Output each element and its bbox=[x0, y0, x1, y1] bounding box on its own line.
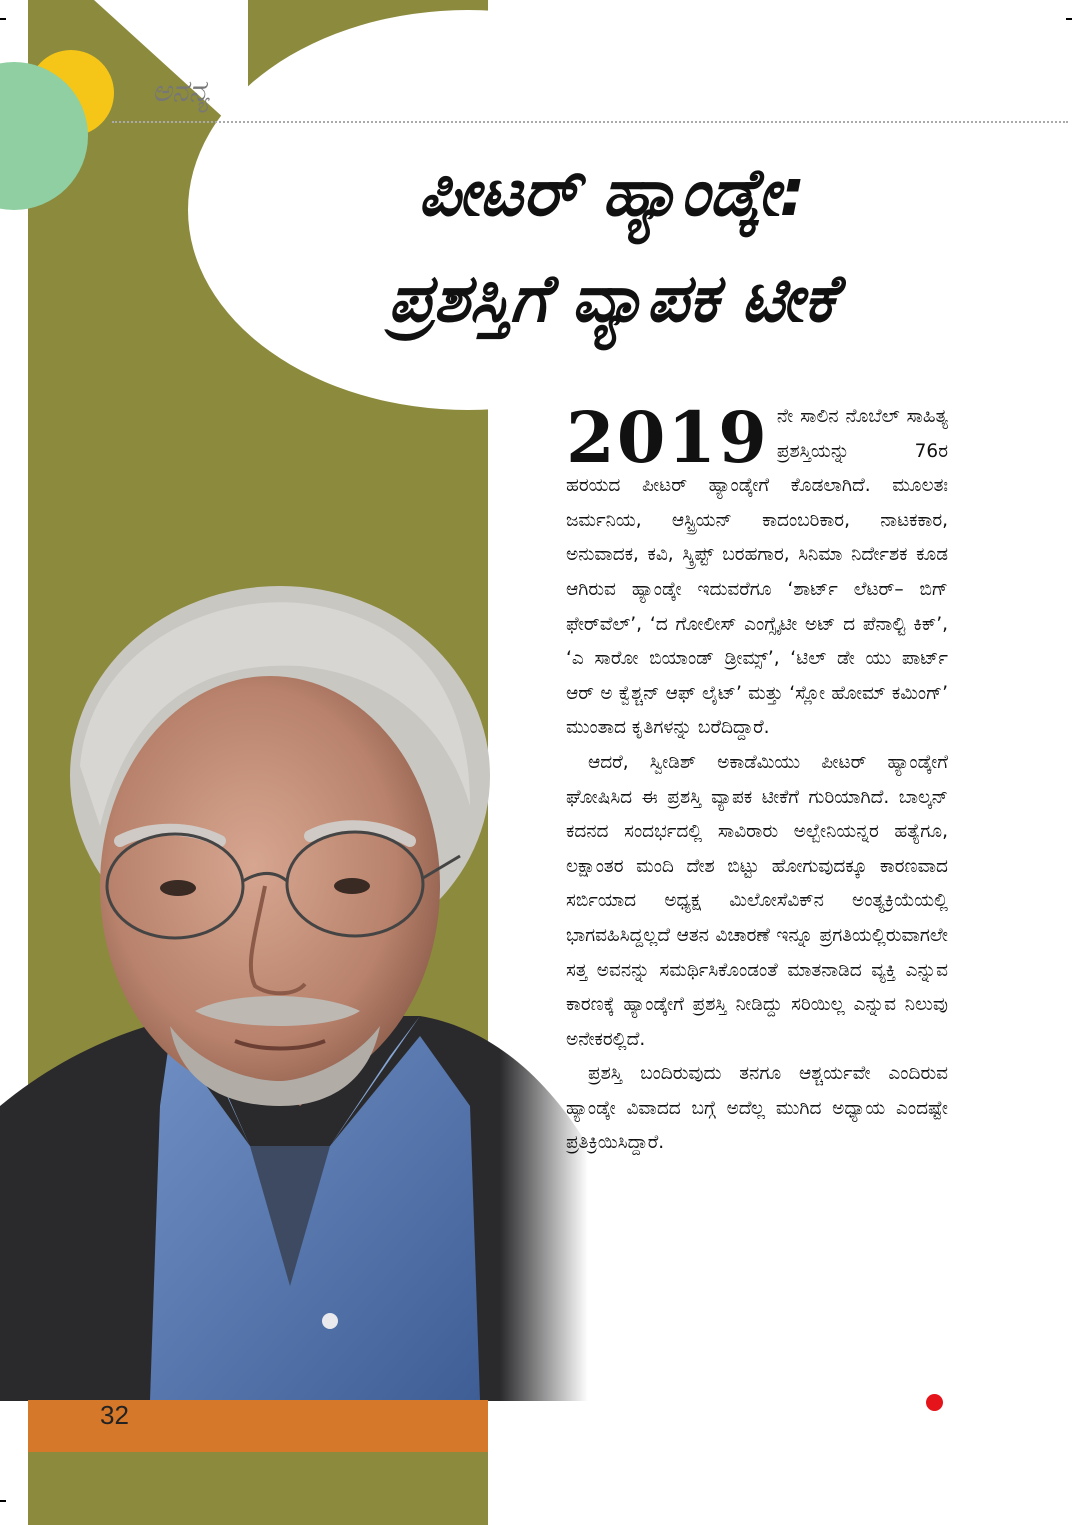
section-label: ಅನನ್ಯ bbox=[152, 74, 210, 109]
end-of-article-dot bbox=[926, 1394, 943, 1411]
portrait-photo bbox=[0, 586, 588, 1401]
crop-mark bbox=[0, 18, 6, 20]
orange-footer-bar bbox=[28, 1400, 488, 1452]
paragraph-3: ಪ್ರಶಸ್ತಿ ಬಂದಿರುವುದು ತನಗೂ ಆಶ್ಚರ್ಯವೇ ಎಂದಿರುವ ಹ್ಯಾಂಡ್ಕೇ ವಿವಾದದ ಬಗ್ಗೆ ಅದೆಲ್ಲ ಮುಗಿದ ಅಧ್ಯಾಯ ಎಂದಷ್ಟೇ ಪ್ರತಿಕ್ರಿಯಿಸಿದ್ದಾರೆ. bbox=[566, 1063, 948, 1154]
article-title bbox=[232, 140, 992, 351]
paragraph-2: ಆದರೆ, ಸ್ವೀಡಿಶ್ ಅಕಾಡೆಮಿಯು ಪೀಟರ್ ಹ್ಯಾಂಡ್ಕೇಗೆ ಘೋಷಿಸಿದ ಈ ಪ್ರಶಸ್ತಿ ವ್ಯಾಪಕ ಟೀಕೆಗೆ ಗುರಿಯಾಗಿದೆ. ಬಾಲ್ಕನ್ ಕದನದ ಸಂದರ್ಭದಲ್ಲಿ ಸಾವಿರಾರು ಅಲ್ಬೇನಿಯನ್ನರ ಹತ್ಯೆಗೂ, ಲಕ್ಷಾಂತರ ಮಂದಿ ದೇಶ ಬಿಟ್ಟು ಹೋಗುವುದಕ್ಕೂ ಕಾರಣವಾದ ಸರ್ಬಿಯಾದ ಅಧ್ಯಕ್ಷ ಮಿಲೋಸೆವಿಕ್‌ನ ಅಂತ್ಯಕ್ರಿಯೆಯಲ್ಲಿ ಭಾಗವಹಿಸಿದ್ದಲ್ಲದೆ ಆತನ ವಿಚಾರಣೆ ಇನ್ನೂ ಪ್ರಗತಿಯಲ್ಲಿರುವಾಗಲೇ ಸತ್ತ ಅವನನ್ನು ಸಮರ್ಥಿಸಿಕೊಂಡಂತೆ ಮಾತನಾಡಿದ ವ್ಯಕ್ತಿ ಎನ್ನುವ ಕಾರಣಕ್ಕೆ ಹ್ಯಾಂಡ್ಕೇಗೆ ಪ್ರಶಸ್ತಿ ನೀಡಿದ್ದು ಸರಿಯಿಲ್ಲ ಎನ್ನುವ ನಿಲುವು ಅನೇಕರಲ್ಲಿದೆ. bbox=[566, 751, 948, 1050]
crop-mark bbox=[0, 1500, 6, 1502]
dropcap-year: 2019 bbox=[566, 396, 769, 479]
dotted-divider bbox=[112, 121, 1068, 123]
page-number: 32 bbox=[100, 1400, 129, 1430]
crop-mark bbox=[1066, 18, 1072, 20]
paragraph-1 bbox=[566, 396, 948, 746]
title-line-2: ಪ್ರಶಸ್ತಿಗೆ ವ್ಯಾಪಕ ಟೀಕೆ bbox=[388, 259, 836, 337]
title-line-1: ಪೀಟರ್ ಹ್ಯಾಂಡ್ಕೇ: bbox=[418, 154, 806, 231]
paragraph-1-text: ನೇ ಸಾಲಿನ ನೊಬೆಲ್ ಸಾಹಿತ್ಯ ಪ್ರಶಸ್ತಿಯನ್ನು 76ರ ಹರಯದ ಪೀಟರ್ ಹ್ಯಾಂಡ್ಕೇಗೆ ಕೊಡಲಾಗಿದೆ. ಮೂಲತಃ ಜರ್ಮನಿಯ, ಆಸ್ಟ್ರಿಯನ್ ಕಾದಂಬರಿಕಾರ, ನಾಟಕಕಾರ, ಅನುವಾದಕ, ಕವಿ, ಸ್ಕ್ರಿಪ್ಟ್ ಬರಹಗಾರ, ಸಿನಿಮಾ ನಿರ್ದೇಶಕ ಕೂಡ ಆಗಿರುವ ಹ್ಯಾಂಡ್ಕೇ ಇದುವರೆಗೂ ‘ಶಾರ್ಟ್ ಲೆಟರ್– ಬಿಗ್ ಫೇರ್‌ವೆಲ್’, ‘ದ ಗೋಲೀಸ್ ಎಂಗ್ಸೈಟೀ ಅಟ್ ದ ಪೆನಾಲ್ಟಿ ಕಿಕ್’, ‘ಎ ಸಾರೋ ಬಿಯಾಂಡ್ ಡ್ರೀಮ್ಸ್’, ‘ಟಿಲ್ ಡೇ ಯು ಪಾರ್ಟ್ ಆರ್ ಅ ಕ್ವೆಶ್ಚನ್ ಆಫ್ ಲೈಟ್’ ಮತ್ತು ‘ಸ್ಲೋ ಹೋಮ್ ಕಮಿಂಗ್’ ಮುಂತಾದ ಕೃತಿಗಳನ್ನು ಬರೆದಿದ್ದಾರೆ. bbox=[566, 406, 948, 739]
article-body bbox=[566, 396, 948, 1161]
